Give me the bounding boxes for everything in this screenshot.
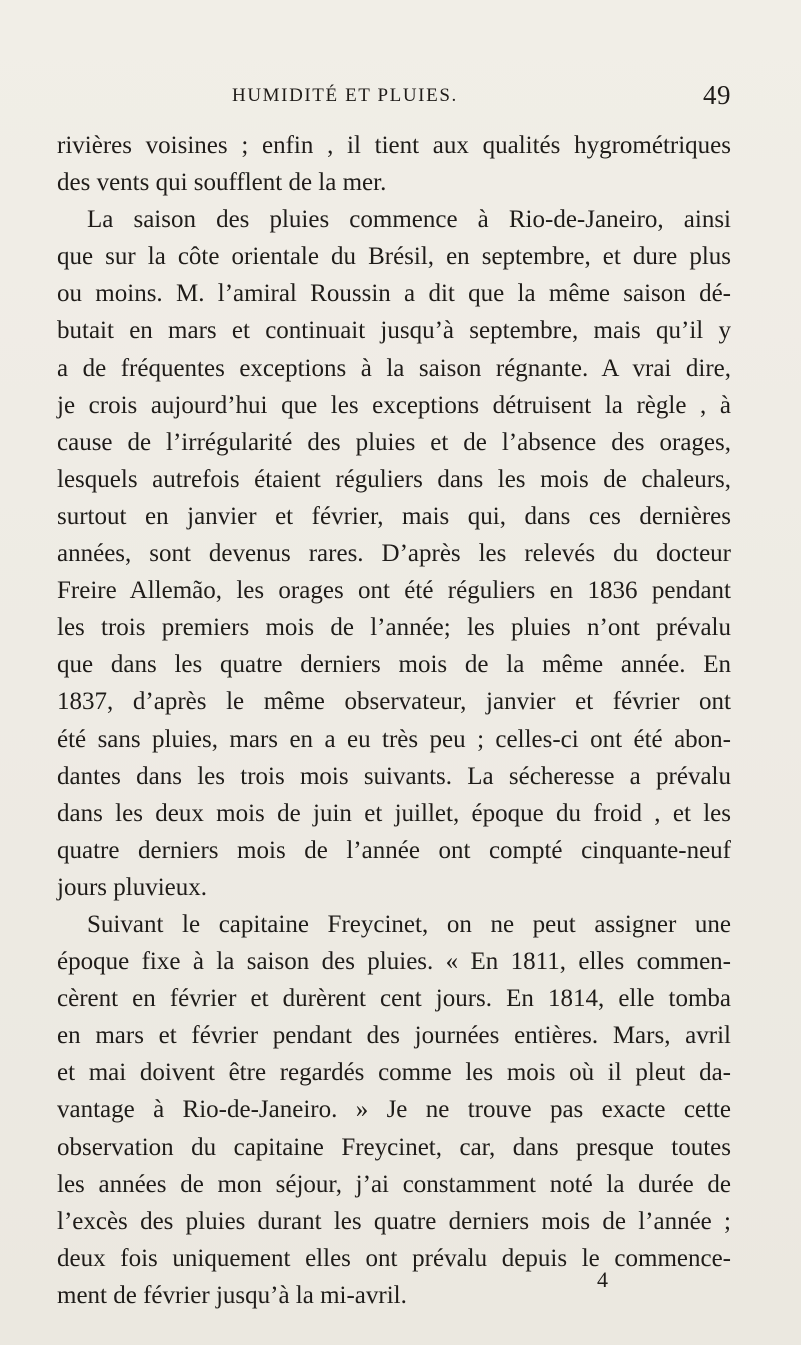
text-line: observation du capitaine Freycinet, car, dans presque toutes: [57, 1133, 731, 1161]
text-line: années, sont devenus rares. D’après les relevés du docteur: [57, 540, 731, 568]
text-line: surtout en janvier et février, mais qui, dans ces dernières: [57, 502, 731, 530]
text-line: vantage à Rio-de-Janeiro. » Je ne trouve pas exacte cette: [57, 1096, 731, 1124]
text-line: l’excès des pluies durant les quatre derniers mois de l’année ;: [57, 1207, 731, 1235]
running-head: [0, 80, 801, 110]
text-line: Suivant le capitaine Freycinet, on ne peut assigner une: [87, 910, 731, 938]
text-line: butait en mars et continuait jusqu’à septembre, mais qu’il y: [57, 317, 731, 345]
text-line: 1837, d’après le même observateur, janvier et février ont: [57, 688, 731, 716]
text-line: en mars et février pendant des journées entières. Mars, avril: [57, 1022, 731, 1050]
text-line: que dans les quatre derniers mois de la même année. En: [57, 651, 731, 679]
text-line: cèrent en février et durèrent cent jours. En 1814, elle tomba: [57, 985, 731, 1013]
text-line: dantes dans les trois mois suivants. La sécheresse a prévalu: [57, 762, 731, 790]
text-line: époque fixe à la saison des pluies. « En 1811, elles commen-: [57, 948, 731, 976]
text-line: été sans pluies, mars en a eu très peu ; celles-ci ont été abon-: [57, 725, 731, 753]
text-line: La saison des pluies commence à Rio-de-Janeiro, ainsi: [87, 206, 731, 234]
text-line: Freire Allemão, les orages ont été réguliers en 1836 pendant: [57, 577, 731, 605]
text-line: des vents qui soufflent de la mer.: [57, 169, 387, 197]
text-line: rivières voisines ; enfin , il tient aux qualités hygrométriques: [57, 132, 731, 159]
text-line: que sur la côte orientale du Brésil, en septembre, et dure plus: [57, 243, 731, 271]
text-line: a de fréquentes exceptions à la saison régnante. A vrai dire,: [57, 354, 731, 382]
text-line: jours pluvieux.: [57, 873, 207, 901]
text-line: deux fois uniquement elles ont prévalu depuis le commence-: [57, 1244, 731, 1272]
text-line: cause de l’irrégularité des pluies et de l’absence des orages,: [57, 428, 731, 456]
text-line: et mai doivent être regardés comme les mois où il pleut da-: [57, 1059, 731, 1087]
text-line: ou moins. M. l’amiral Roussin a dit que la même saison dé-: [57, 280, 731, 308]
text-line: quatre derniers mois de l’année ont compté cinquante-neuf: [57, 836, 731, 864]
body-text: [57, 127, 731, 1314]
page-number: 49: [703, 80, 731, 110]
signature-mark: 4: [597, 1267, 608, 1292]
text-line: je crois aujourd’hui que les exceptions détruisent la règle , à: [57, 391, 731, 419]
text-line: les trois premiers mois de l’année; les pluies n’ont prévalu: [57, 614, 731, 642]
text-line: les années de mon séjour, j’ai constamment noté la durée de: [57, 1170, 731, 1198]
running-title: HUMIDITÉ ET PLUIES.: [232, 85, 458, 106]
text-line: dans les deux mois de juin et juillet, époque du froid , et les: [57, 799, 731, 827]
text-line: ment de février jusqu’à la mi-avril.: [57, 1281, 407, 1309]
text-line: lesquels autrefois étaient réguliers dans les mois de chaleurs,: [57, 465, 731, 493]
